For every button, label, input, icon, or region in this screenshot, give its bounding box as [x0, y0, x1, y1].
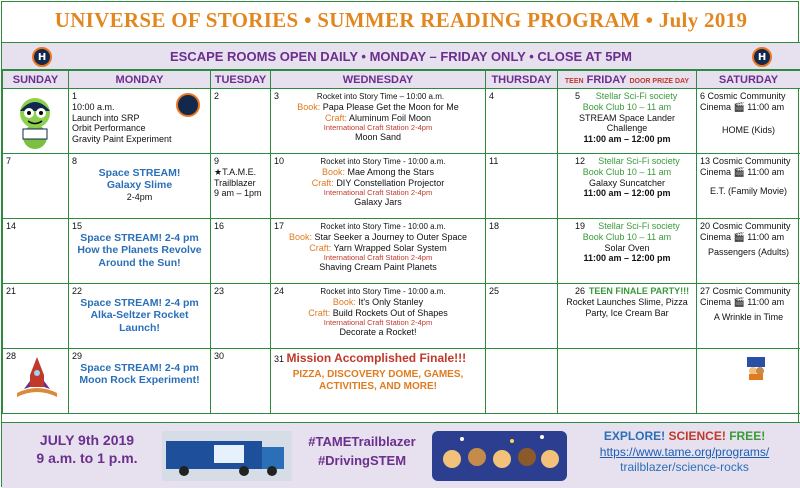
- day-cell: [69, 219, 211, 284]
- friday-label: FRIDAY: [586, 73, 627, 86]
- header-monday: MONDAY: [69, 71, 211, 89]
- book-title: It's Only Stanley: [358, 296, 424, 307]
- extra-activity: Moon Sand: [354, 132, 402, 143]
- banner-text: ESCAPE ROOMS OPEN DAILY • MONDAY – FRIDAY ONLY • CLOSE AT 5PM: [169, 48, 633, 64]
- calendar-poster: [1, 1, 799, 487]
- movie-title: HOME (Kids): [721, 124, 775, 135]
- weekday-header-row: [3, 71, 800, 89]
- tame-time: 9 am – 1pm: [214, 188, 262, 199]
- day-number: 15: [72, 221, 83, 231]
- day-cell: [697, 89, 800, 154]
- day-number: 29: [72, 351, 83, 361]
- astros-logo-right: H: [752, 47, 772, 67]
- day-cell: [271, 154, 486, 219]
- film-icon: 🎬: [733, 231, 745, 242]
- page-title: UNIVERSE OF STORIES • SUMMER READING PROGRAM • July 2019: [54, 8, 748, 32]
- day-cell: [271, 349, 486, 414]
- craft-label: Craft:: [324, 112, 347, 123]
- day-cell: [69, 154, 211, 219]
- book-title: Mae Among the Stars: [347, 166, 435, 177]
- escape-rooms-banner: [2, 42, 800, 70]
- book-title: Papa Please Get the Moon for Me: [322, 101, 459, 112]
- day-number: 10: [274, 156, 285, 166]
- cinema-time: 11:00 am: [747, 231, 785, 242]
- day-number: 3: [274, 91, 280, 101]
- craft-title: Aluminum Foil Moon: [349, 112, 432, 123]
- book-title: Star Seeker a Journey to Outer Space: [314, 231, 468, 242]
- hashtags: [302, 433, 422, 471]
- day-number: 11: [489, 156, 499, 166]
- cinema-label: Cosmic Community Cinema: [700, 156, 791, 177]
- day-cell: [211, 89, 271, 154]
- calendar-grid: [2, 70, 800, 414]
- event-line: Galaxy Suncatcher: [588, 177, 666, 188]
- stream-title: Space STREAM!: [98, 166, 181, 179]
- header-saturday: SATURDAY: [697, 71, 800, 89]
- day-number: 18: [489, 221, 500, 231]
- event-hours: 9 a.m. to 1 p.m.: [36, 450, 138, 467]
- craft-title: Yarn Wrapped Solar System: [333, 242, 447, 253]
- day-cell: [271, 89, 486, 154]
- film-icon: 🎬: [733, 296, 745, 307]
- day-cell: [3, 284, 69, 349]
- book-club-time: Book Club 10 – 11 am: [582, 101, 672, 112]
- day-cell: [697, 154, 800, 219]
- cinema-time: 11:00 am: [747, 166, 785, 177]
- day-cell: [271, 219, 486, 284]
- craft-label: Craft:: [309, 242, 332, 253]
- week-row: [3, 154, 800, 219]
- rocket-book-icon: [13, 353, 61, 399]
- stream-title: Space STREAM! 2-4 pm: [80, 361, 199, 374]
- stream-activity: Alka-Seltzer Rocket Launch!: [90, 309, 189, 334]
- international-craft: International Craft Station 2-4pm: [323, 123, 433, 133]
- day-number: 13: [700, 156, 711, 166]
- cinema-label: Cosmic Community Cinema: [700, 221, 791, 242]
- day-cell: [697, 219, 800, 284]
- movie-title: E.T. (Family Movie): [709, 185, 787, 196]
- header-thursday: THURSDAY: [486, 71, 558, 89]
- stream-activity: How the Planets Revolve Around the Sun!: [77, 244, 202, 269]
- day-number: 9: [214, 156, 220, 166]
- event-time: 11:00 am – 12:00 pm: [583, 188, 671, 199]
- event-line: Orbit Performance: [72, 123, 146, 134]
- event-date: JULY 9th 2019: [39, 432, 135, 448]
- day-cell-empty: [697, 349, 800, 414]
- finale-title: Mission Accomplished Finale!!!: [286, 351, 467, 365]
- stream-activity: Moon Rock Experiment!: [79, 374, 200, 387]
- event-time: 11:00 am – 12:00 pm: [583, 134, 671, 145]
- day-cell: [558, 284, 697, 349]
- kids-reading-icon: [745, 355, 767, 381]
- extra-activity: Galaxy Jars: [354, 197, 402, 208]
- hashtag-trailblazer: #TAMETrailblazer: [308, 434, 416, 449]
- book-label: Book:: [297, 101, 321, 112]
- day-number: 23: [214, 286, 225, 296]
- day-number: 22: [72, 286, 83, 296]
- day-cell: [3, 154, 69, 219]
- day-number: 8: [72, 156, 78, 166]
- film-icon: 🎬: [733, 101, 745, 112]
- day-cell-empty: [558, 349, 697, 414]
- day-cell: [486, 154, 558, 219]
- storytime-line: Rocket into Story Time - 10:00 a.m.: [320, 287, 446, 296]
- day-cell: [558, 154, 697, 219]
- day-cell: [558, 89, 697, 154]
- week-row: [3, 89, 800, 154]
- event-line: Launch into SRP: [72, 112, 140, 123]
- day-cell: [69, 284, 211, 349]
- day-number: 31: [274, 354, 285, 364]
- day-number: 4: [489, 91, 495, 101]
- day-cell-empty: [486, 349, 558, 414]
- day-number: 21: [6, 286, 17, 296]
- book-club-time: Book Club 10 – 11 am: [582, 166, 672, 177]
- event-line: Solar Oven: [604, 242, 650, 253]
- day-number: 5: [575, 91, 581, 101]
- event-line: Rocket Launches Slime, Pizza Party, Ice Cream Bar: [566, 296, 688, 318]
- orbit-mascot-icon: [13, 93, 57, 151]
- day-cell: [486, 89, 558, 154]
- event-line: STREAM Space Lander Challenge: [578, 112, 676, 134]
- day-number: 1: [72, 91, 78, 101]
- day-number: 26: [575, 286, 586, 296]
- movie-title: Passengers (Adults): [707, 246, 790, 257]
- day-cell: [3, 349, 69, 414]
- book-label: Book:: [288, 231, 312, 242]
- extra-activity: Decorate a Rocket!: [339, 327, 417, 338]
- trailblazer-truck-icon: [162, 431, 292, 481]
- extra-activity: Shaving Cream Paint Planets: [319, 262, 437, 273]
- door-prize-label: DOOR PRIZE DAY: [629, 77, 690, 85]
- international-craft: International Craft Station 2-4pm: [323, 188, 433, 198]
- storytime-line: Rocket into Story Time - 10:00 a.m.: [320, 157, 446, 166]
- friday-teen-label: TEEN: [564, 77, 584, 85]
- header-wednesday: WEDNESDAY: [271, 71, 486, 89]
- day-number: 19: [575, 221, 586, 231]
- week-row: [3, 349, 800, 414]
- space-kids-illustration-icon: [432, 431, 567, 481]
- day-number: 7: [6, 156, 12, 166]
- day-cell: [271, 284, 486, 349]
- astros-logo-left: H: [32, 47, 52, 67]
- storytime-line: Rocket into Story Time – 10:00 a.m.: [316, 92, 445, 101]
- book-label: Book:: [321, 166, 345, 177]
- scifi-society: Stellar Sci-Fi society: [598, 156, 680, 166]
- craft-label: Craft:: [311, 177, 334, 188]
- finale-details: PIZZA, DISCOVERY DOME, GAMES, ACTIVITIES, AND MORE!: [292, 369, 464, 393]
- day-number: 14: [6, 221, 17, 231]
- day-cell: [697, 284, 800, 349]
- footer-banner: [2, 422, 800, 488]
- cinema-time: 11:00 am: [747, 101, 785, 112]
- header-friday: [558, 71, 697, 89]
- film-icon: 🎬: [733, 166, 745, 177]
- day-cell: [69, 349, 211, 414]
- event-time: 11:00 am – 12:00 pm: [583, 253, 671, 264]
- book-label: Book:: [332, 296, 356, 307]
- day-cell: [3, 219, 69, 284]
- cinema-label: Cosmic Community Cinema: [700, 286, 791, 307]
- day-cell: [211, 154, 271, 219]
- tame-link-path[interactable]: trailblazer/science-rocks: [620, 460, 749, 475]
- free-word: FREE!: [729, 429, 766, 443]
- header-sunday: SUNDAY: [3, 71, 69, 89]
- day-number: 17: [274, 221, 285, 231]
- international-craft: International Craft Station 2-4pm: [323, 253, 433, 263]
- day-cell: [211, 284, 271, 349]
- day-cell-empty: [3, 89, 69, 154]
- cinema-time: 11:00 am: [747, 296, 785, 307]
- scifi-society: Stellar Sci-Fi society: [598, 221, 680, 231]
- tame-link[interactable]: https://www.tame.org/programs/: [599, 444, 770, 459]
- science-word: SCIENCE!: [668, 429, 726, 443]
- day-cell: [211, 219, 271, 284]
- day-cell: [486, 219, 558, 284]
- explore-links: [577, 429, 792, 476]
- day-number: 6: [700, 91, 706, 101]
- day-cell: [69, 89, 211, 154]
- day-number: 24: [274, 286, 285, 296]
- day-number: 25: [489, 286, 500, 296]
- day-cell: [211, 349, 271, 414]
- day-number: 28: [6, 351, 17, 361]
- day-number: 30: [214, 351, 225, 361]
- day-number: 16: [214, 221, 225, 231]
- cinema-label: Cosmic Community Cinema: [700, 91, 786, 112]
- scifi-society: Stellar Sci-Fi society: [595, 91, 678, 101]
- stream-activity: Galaxy Slime: [106, 179, 173, 192]
- day-cell: [486, 284, 558, 349]
- event-line: 10:00 a.m.: [72, 101, 115, 112]
- movie-title: A Wrinkle in Time: [713, 311, 784, 322]
- international-craft: International Craft Station 2-4pm: [323, 318, 433, 328]
- day-number: 12: [575, 156, 586, 166]
- stream-title: Space STREAM! 2-4 pm: [80, 296, 199, 309]
- day-number: 27: [700, 286, 711, 296]
- craft-title: DIY Constellation Projector: [336, 177, 445, 188]
- day-cell: [558, 219, 697, 284]
- astros-logo: [176, 93, 200, 117]
- explore-word: EXPLORE!: [603, 429, 666, 443]
- teen-finale-party: TEEN FINALE PARTY!!!: [588, 286, 690, 296]
- tame-trailblazer: ★T.A.M.E. Trailblazer: [214, 166, 257, 188]
- hashtag-drivingstem: #DrivingSTEM: [317, 452, 407, 468]
- day-number: 2: [214, 91, 220, 101]
- header-tuesday: TUESDAY: [211, 71, 271, 89]
- book-club-time: Book Club 10 – 11 am: [582, 231, 672, 242]
- day-number: 20: [700, 221, 711, 231]
- week-row: [3, 284, 800, 349]
- storytime-line: Rocket into Story Time - 10:00 a.m.: [320, 222, 446, 231]
- craft-title: Build Rockets Out of Shapes: [332, 307, 448, 318]
- event-line: Gravity Paint Experiment: [72, 134, 172, 145]
- stream-time: 2-4pm: [126, 191, 153, 202]
- week-row: [3, 219, 800, 284]
- tame-event-date: [22, 431, 152, 467]
- craft-label: Craft:: [308, 307, 331, 318]
- stream-title: Space STREAM! 2-4 pm: [80, 231, 199, 244]
